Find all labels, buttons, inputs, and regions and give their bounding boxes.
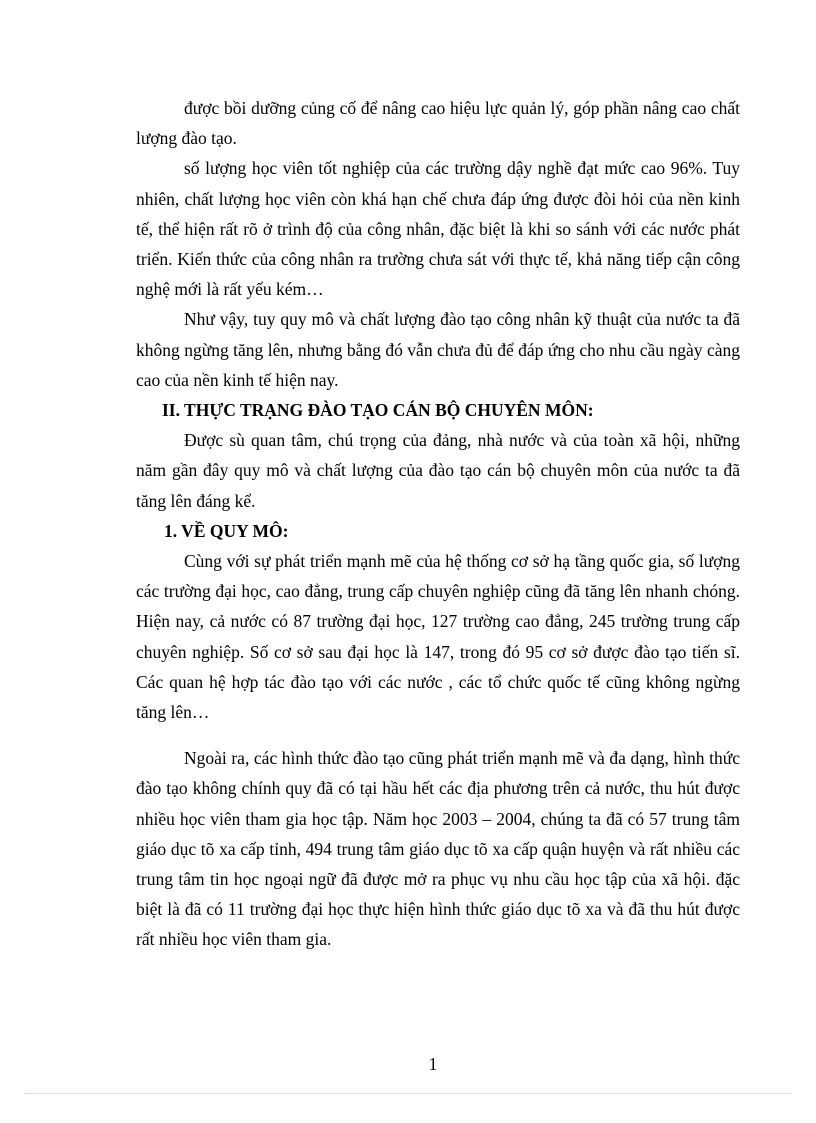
page-body: [136, 93, 740, 955]
section-heading: II. THỰC TRẠNG ĐÀO TẠO CÁN BỘ CHUYÊN MÔN:: [162, 400, 594, 421]
page-bottom-divider: [24, 1093, 792, 1094]
paragraph-summary: Như vậy, tuy quy mô và chất lượng đào tạo công nhân kỹ thuật của nước ta đã không ngừng tăng lên, nhưng bằng đó vẫn chưa đủ để đáp ứng cho nhu cầu ngày càng cao của nền kinh tế hiện nay.: [136, 309, 740, 390]
paragraph-continuation: được bồi dưỡng củng cố để nâng cao hiệu lực quản lý, góp phần nâng cao chất lượng đào tạo.: [136, 98, 740, 149]
paragraph-forms: Ngoài ra, các hình thức đào tạo cũng phát triển mạnh mẽ và đa dạng, hình thức đào tạo không chính quy đã có tại hầu hết các địa phương trên cả nước, thu hút được nhiều học viên tham gia học tập. Năm học 2003 – 2004, chúng ta đã có 57 trung tâm giáo dục tõ xa cấp tỉnh, 494 trung tâm giáo dục tõ xa cấp quận huyện và rất nhiều các trung tâm tin học ngoại ngữ đã được mở ra phục vụ nhu cầu học tập của xã hội. đặc biệt là đã có 11 trường đại học thực hiện hình thức giáo dục tõ xa và đã thu hút được rất nhiều học viên tham gia.: [136, 748, 740, 950]
paragraph-graduates: số lượng học viên tốt nghiệp của các trường dậy nghề đạt mức cao 96%. Tuy nhiên, chất lượng học viên còn khá hạn chế chưa đáp ứng được đòi hỏi của nền kinh tế, thể hiện rất rõ ở trình độ của công nhân, đặc biệt là khi so sánh với các nước phát triển. Kiến thức của công nhân ra trường chưa sát với thực tế, khả năng tiếp cận công nghệ mới là rất yếu kém…: [136, 158, 740, 300]
section-intro: Được sù quan tâm, chú trọng của đảng, nhà nước và của toàn xã hội, những năm gần đây quy mô và chất lượng của đào tạo cán bộ chuyên môn của nước ta đã tăng lên đáng kể.: [136, 430, 740, 511]
subsection-heading: 1. VỀ QUY MÔ:: [164, 520, 289, 541]
paragraph-scale: Cùng với sự phát triển mạnh mẽ của hệ thống cơ sở hạ tầng quốc gia, số lượng các trường đại học, cao đẳng, trung cấp chuyên nghiệp cũng đã tăng lên nhanh chóng. Hiện nay, cả nước có 87 trường đại học, 127 trường cao đẳng, 245 trường trung cấp chuyên nghiệp. Số cơ sở sau đại học là 147, trong đó 95 cơ sở được đào tạo tiến sĩ. Các quan hệ hợp tác đào tạo với các nước , các tổ chức quốc tế cũng không ngừng tăng lên…: [136, 551, 740, 723]
page-number: 1: [428, 1054, 438, 1074]
